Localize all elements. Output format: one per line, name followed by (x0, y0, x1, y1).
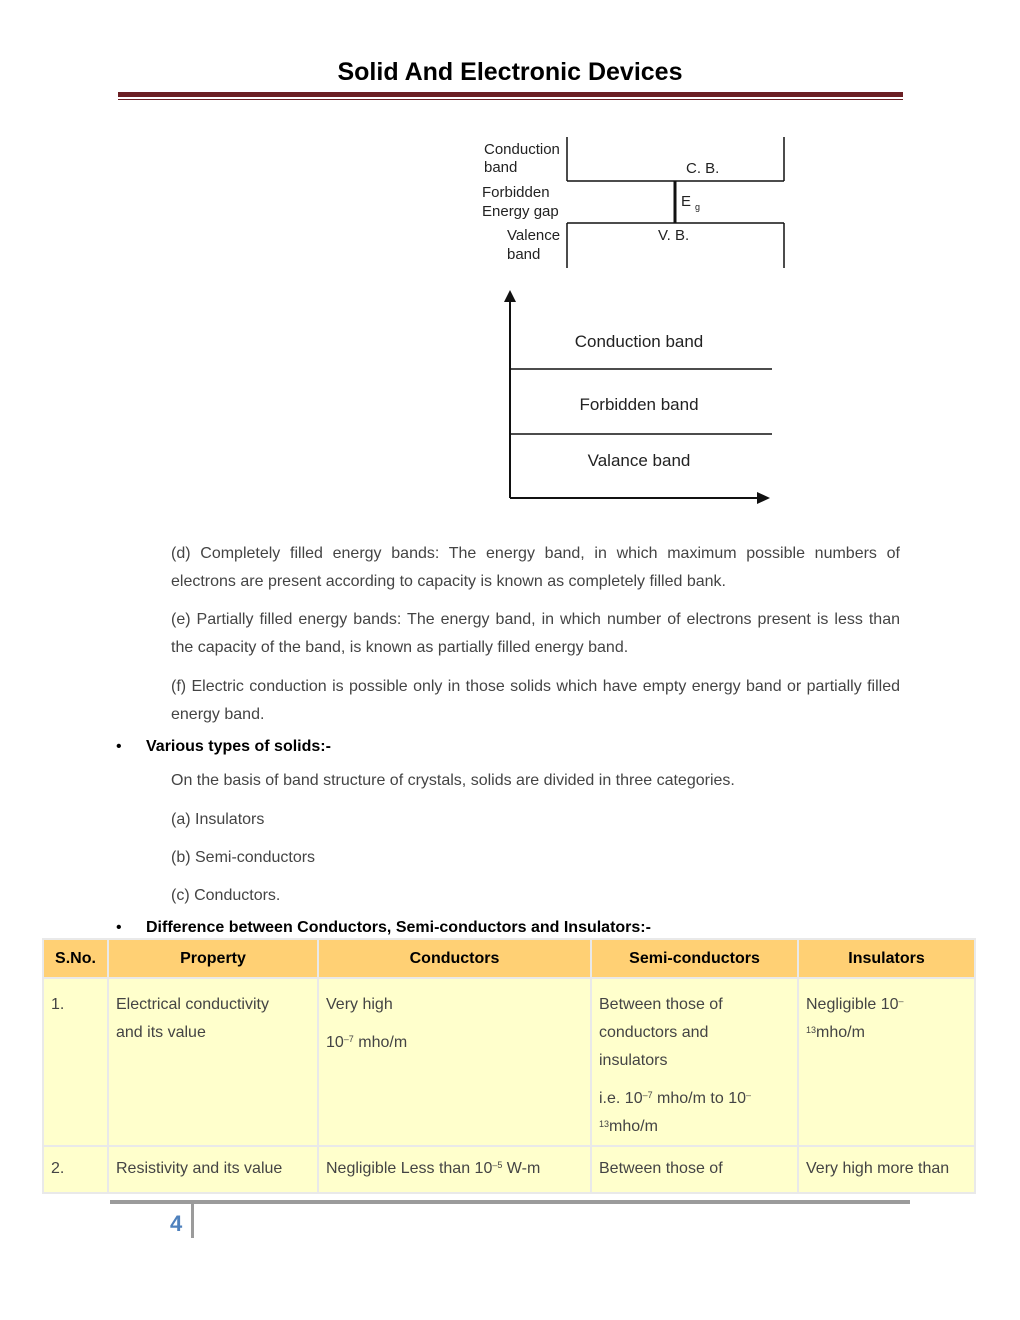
row1-insulators (799, 979, 974, 1145)
row1-semiconductors (592, 979, 797, 1145)
paragraph-e: (e) Partially filled energy bands: The energy band, in which number of electrons present is less than the capacity of the band, is known as partially filled energy band. (171, 611, 900, 656)
conduction-band-label: Conduction band (574, 332, 704, 351)
row2-sno (44, 1147, 107, 1192)
forbidden-band-label: Forbidden band (579, 395, 699, 414)
difference-heading: Difference between Conductors, Semi-conductors and Insulators:- (146, 919, 651, 936)
x-axis-arrowhead (757, 492, 770, 504)
type-item-conductors: (c) Conductors. (171, 887, 281, 904)
row2-semi-text: Between those of (599, 1160, 723, 1177)
row2-sno-text: 2. (51, 1160, 65, 1177)
type-item-semiconductors: (b) Semi-conductors (171, 849, 316, 866)
header-semiconductors: Semi-conductors (592, 940, 797, 977)
row1-property-line2: and its value (116, 1024, 206, 1041)
page-title: Solid And Electronic Devices (337, 58, 683, 86)
cb-label: C. B. (686, 160, 720, 177)
energy-band-diagram-top (482, 137, 784, 268)
row2-insulators-text: Very high more than (806, 1160, 950, 1177)
footer-divider (191, 1204, 194, 1238)
band-diagrams (0, 0, 1020, 520)
page-number: 4 (170, 1211, 183, 1236)
valence-label: Valence (507, 227, 561, 244)
row1-semi-line2: conductors and (599, 1024, 709, 1041)
conduction-label-2: band (484, 159, 518, 176)
vb-label: V. B. (658, 227, 690, 244)
row2-semiconductors (592, 1147, 797, 1192)
types-intro: On the basis of band structure of crystals, solids are divided in three categories. (171, 772, 735, 789)
row2-conductors (319, 1147, 590, 1192)
row2-property (109, 1147, 317, 1192)
row2-property-text: Resistivity and its value (116, 1160, 283, 1177)
row1-semi-range: i.e. $10^{-7}$ mho/m to 10– $^{13}$mho/m (599, 1090, 751, 1135)
row1-conductors-line1: Very high (326, 996, 393, 1013)
energy-band-diagram-bottom (504, 290, 772, 504)
row1-sno-text: 1. (51, 996, 65, 1013)
row2-insulators (799, 1147, 974, 1192)
comparison-table (42, 938, 976, 1194)
header-property: Property (109, 940, 317, 977)
row1-conductors (319, 979, 590, 1145)
header-sno: S.No. (44, 940, 107, 977)
eg-label: E (681, 193, 692, 210)
bullet-difference: • (116, 919, 122, 936)
paragraph-d: (d) Completely filled energy bands: The energy band, in which maximum possible numbers of electrons are present according to capacity is known as completely filled bank. (171, 545, 900, 590)
header-conductors: Conductors (319, 940, 590, 977)
eg-subscript: g (695, 202, 701, 212)
row1-sno (44, 979, 107, 1145)
row1-insulators-value: Negligible 10– $^{13}$mho/m (806, 996, 904, 1041)
header-insulators: Insulators (799, 940, 974, 977)
row1-conductors-line2: $10^{-7}$ mho/m (326, 1034, 408, 1051)
row2-conductors-text: Negligible Less than $10^{-5}$ W-m (326, 1160, 541, 1177)
types-heading: Various types of solids:- (146, 738, 331, 755)
row1-property-line1: Electrical conductivity (116, 996, 269, 1013)
forbidden-label: Forbidden (482, 184, 550, 201)
row1-semi-line3: insulators (599, 1052, 668, 1069)
forbidden-label-2: Energy gap (482, 203, 559, 220)
row1-semi-line1: Between those of (599, 996, 723, 1013)
paragraph-f: (f) Electric conduction is possible only in those solids which have empty energy band or partially filled energy band. (171, 678, 900, 723)
footer-rule (110, 1200, 910, 1204)
valance-band-label: Valance band (587, 451, 691, 470)
type-item-insulators: (a) Insulators (171, 811, 265, 828)
valence-label-2: band (507, 246, 541, 263)
bullet-types: • (116, 738, 122, 755)
y-axis-arrowhead (504, 290, 516, 302)
row1-property (109, 979, 317, 1145)
conduction-label: Conduction (484, 141, 560, 158)
